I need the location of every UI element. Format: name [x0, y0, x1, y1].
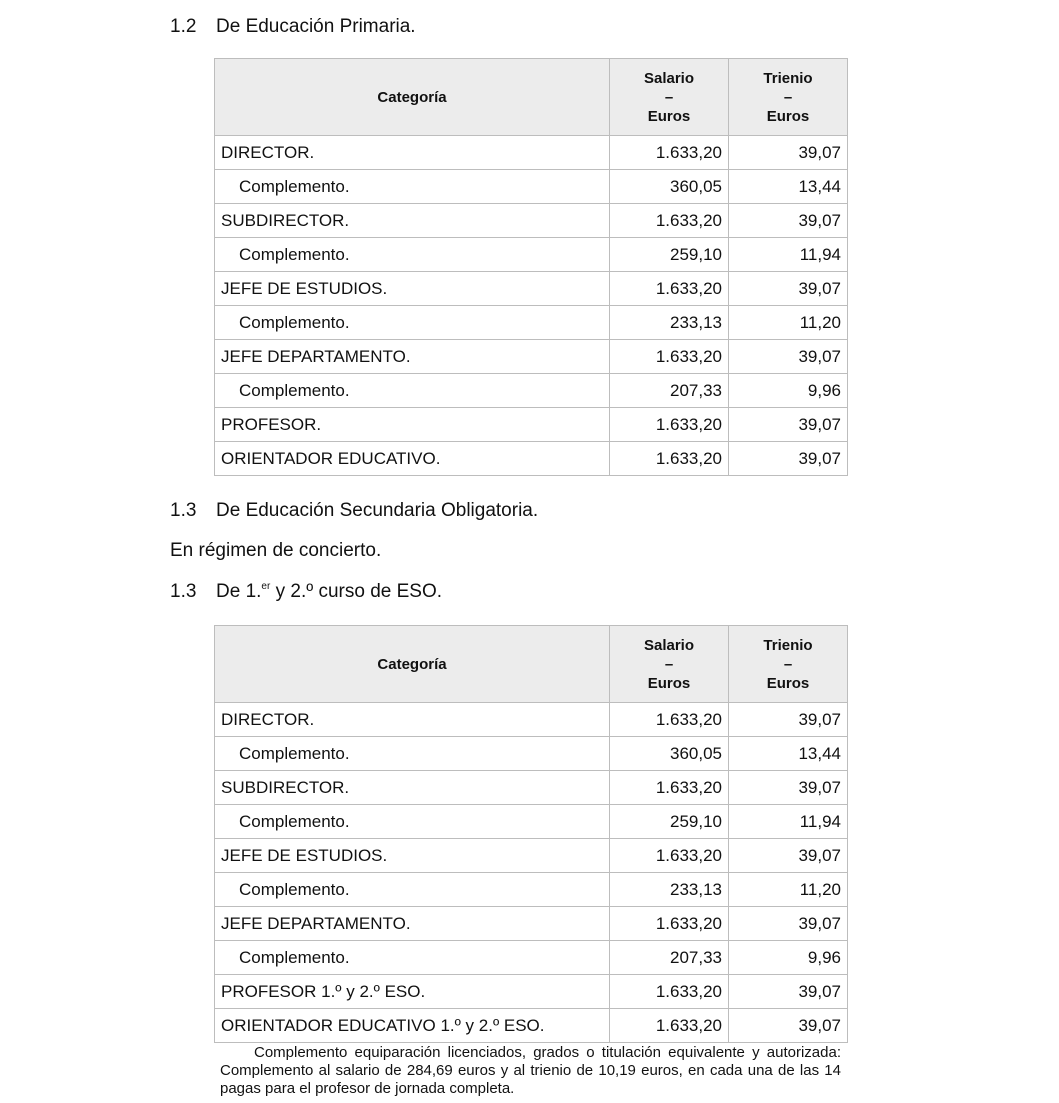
table-row: [215, 306, 848, 340]
cell-categoria: Complemento.: [215, 170, 610, 204]
cell-salario: 360,05: [610, 170, 729, 204]
cell-trienio: 11,94: [729, 238, 848, 272]
cell-salario: 1.633,20: [610, 340, 729, 374]
cell-trienio: 11,20: [729, 306, 848, 340]
table-row: [215, 941, 848, 975]
cell-salario: 1.633,20: [610, 136, 729, 170]
cell-trienio: 39,07: [729, 839, 848, 873]
regime-line: En régimen de concierto.: [170, 540, 382, 561]
section-number: 1.3: [170, 581, 197, 602]
cell-categoria: JEFE DE ESTUDIOS.: [215, 272, 610, 306]
cell-trienio: 39,07: [729, 408, 848, 442]
cell-trienio: 39,07: [729, 340, 848, 374]
cell-trienio: 39,07: [729, 907, 848, 941]
cell-trienio: 9,96: [729, 374, 848, 408]
section-number: 1.3: [170, 500, 197, 521]
cell-trienio: 39,07: [729, 975, 848, 1009]
table-row: [215, 805, 848, 839]
cell-salario: 233,13: [610, 873, 729, 907]
cell-categoria: Complemento.: [215, 306, 610, 340]
cell-categoria: PROFESOR 1.º y 2.º ESO.: [215, 975, 610, 1009]
table-row: [215, 873, 848, 907]
cell-salario: 233,13: [610, 306, 729, 340]
table-row: [215, 771, 848, 805]
header-categoria: Categoría: [215, 59, 610, 136]
cell-trienio: 39,07: [729, 771, 848, 805]
cell-salario: 1.633,20: [610, 839, 729, 873]
cell-categoria: Complemento.: [215, 873, 610, 907]
section-title: De Educación Secundaria Obligatoria.: [216, 500, 539, 521]
table-row: [215, 340, 848, 374]
cell-categoria: Complemento.: [215, 374, 610, 408]
cell-salario: 1.633,20: [610, 703, 729, 737]
header-categoria: Categoría: [215, 626, 610, 703]
cell-categoria: JEFE DEPARTAMENTO.: [215, 340, 610, 374]
cell-salario: 1.633,20: [610, 272, 729, 306]
table-header-row: [215, 59, 848, 136]
cell-salario: 1.633,20: [610, 771, 729, 805]
cell-categoria: Complemento.: [215, 941, 610, 975]
cell-categoria: JEFE DE ESTUDIOS.: [215, 839, 610, 873]
table-row: [215, 975, 848, 1009]
salary-table-eso: [214, 625, 848, 1043]
table-row: [215, 907, 848, 941]
header-salario: Salario – Euros: [610, 626, 729, 703]
cell-salario: 207,33: [610, 941, 729, 975]
cell-trienio: 39,07: [729, 1009, 848, 1043]
cell-salario: 259,10: [610, 805, 729, 839]
table-row: [215, 1009, 848, 1043]
table-row: [215, 136, 848, 170]
cell-salario: 1.633,20: [610, 204, 729, 238]
cell-trienio: 39,07: [729, 204, 848, 238]
cell-categoria: ORIENTADOR EDUCATIVO.: [215, 442, 610, 476]
section-number: 1.2: [170, 16, 197, 37]
table-row: [215, 703, 848, 737]
cell-categoria: Complemento.: [215, 238, 610, 272]
cell-trienio: 11,20: [729, 873, 848, 907]
cell-categoria: SUBDIRECTOR.: [215, 771, 610, 805]
cell-salario: 1.633,20: [610, 408, 729, 442]
cell-trienio: 39,07: [729, 136, 848, 170]
section-heading-1-3: [170, 499, 538, 523]
table-header-row: [215, 626, 848, 703]
cell-salario: 1.633,20: [610, 442, 729, 476]
table-row: [215, 170, 848, 204]
cell-trienio: 39,07: [729, 442, 848, 476]
cell-salario: 1.633,20: [610, 907, 729, 941]
table-row: [215, 839, 848, 873]
table-row: [215, 408, 848, 442]
table-row: [215, 204, 848, 238]
table-row: [215, 442, 848, 476]
cell-categoria: JEFE DEPARTAMENTO.: [215, 907, 610, 941]
section-title-prefix: De 1.: [216, 581, 262, 602]
cell-categoria: Complemento.: [215, 805, 610, 839]
cell-salario: 1.633,20: [610, 975, 729, 1009]
section-heading-1-3-eso: [170, 580, 442, 604]
cell-trienio: 13,44: [729, 737, 848, 771]
section-title-suffix: y 2.º curso de ESO.: [270, 581, 443, 602]
cell-categoria: DIRECTOR.: [215, 136, 610, 170]
table-row: [215, 737, 848, 771]
cell-salario: 207,33: [610, 374, 729, 408]
header-trienio: Trienio – Euros: [729, 626, 848, 703]
cell-categoria: PROFESOR.: [215, 408, 610, 442]
cell-trienio: 9,96: [729, 941, 848, 975]
header-salario: Salario – Euros: [610, 59, 729, 136]
salary-table-primaria: [214, 58, 848, 476]
cell-trienio: 13,44: [729, 170, 848, 204]
ordinal-superscript: er: [261, 581, 271, 592]
header-trienio: Trienio – Euros: [729, 59, 848, 136]
section-heading-1-2: [170, 15, 416, 39]
table-row: [215, 374, 848, 408]
cell-salario: 1.633,20: [610, 1009, 729, 1043]
cell-trienio: 11,94: [729, 805, 848, 839]
footnote: Complemento equiparación licenciados, grados o titulación equivalente y autorizada: Complemento al salario de 284,69 euros y al trienio de 10,19 euros, en cada una de las 14 pagas para el profesor de jornada completa.: [220, 1044, 841, 1097]
cell-trienio: 39,07: [729, 703, 848, 737]
table-row: [215, 272, 848, 306]
cell-categoria: Complemento.: [215, 737, 610, 771]
cell-salario: 259,10: [610, 238, 729, 272]
cell-categoria: DIRECTOR.: [215, 703, 610, 737]
section-title: De Educación Primaria.: [216, 16, 416, 37]
table-row: [215, 238, 848, 272]
cell-categoria: SUBDIRECTOR.: [215, 204, 610, 238]
cell-trienio: 39,07: [729, 272, 848, 306]
cell-salario: 360,05: [610, 737, 729, 771]
cell-categoria: ORIENTADOR EDUCATIVO 1.º y 2.º ESO.: [215, 1009, 610, 1043]
